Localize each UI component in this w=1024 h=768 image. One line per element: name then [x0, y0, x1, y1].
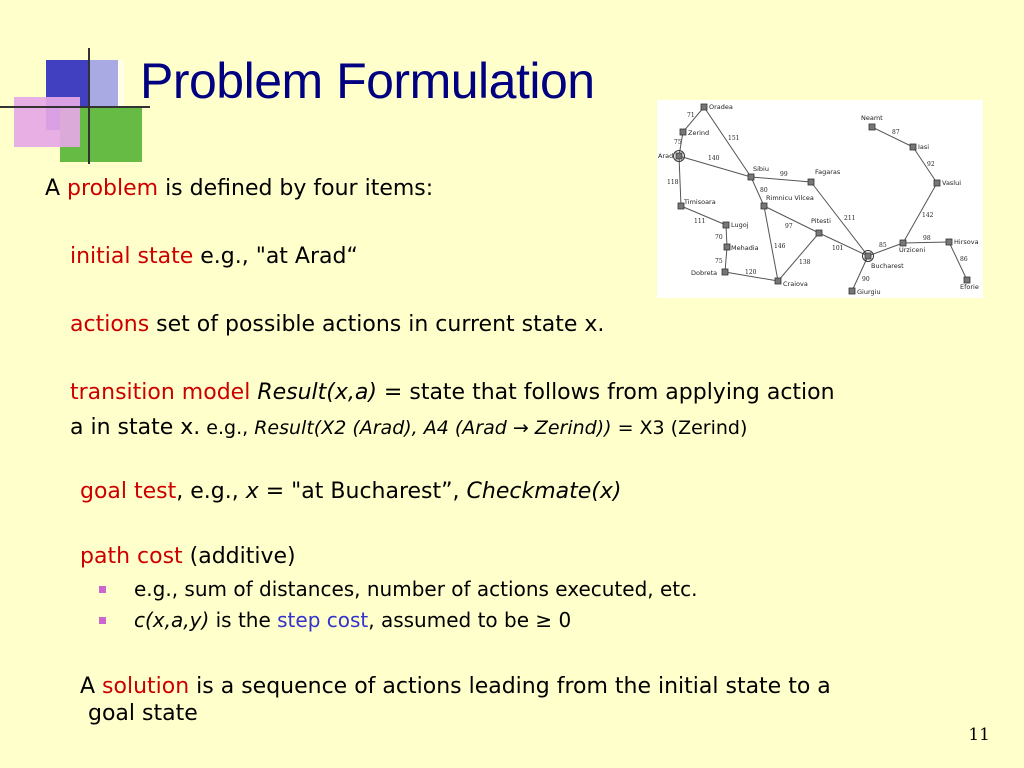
city-label: Dobreta — [691, 269, 718, 277]
distance-label: 140 — [708, 155, 720, 162]
city-label: Oradea — [709, 103, 733, 111]
city-label: Fagaras — [815, 168, 841, 176]
distance-label: 97 — [785, 223, 793, 230]
solution-prefix: A — [80, 674, 103, 699]
distance-label: 75 — [674, 139, 682, 146]
goal-test-text2: = "at Bucharest”, — [258, 479, 467, 504]
logo-pink-square — [14, 97, 80, 147]
goal-test-formula: Checkmate(x) — [466, 479, 622, 504]
city-label: Rimnicu Vilcea — [766, 194, 814, 202]
path-cost-line — [80, 543, 296, 571]
actions-line — [70, 311, 604, 339]
transition-result: X3 (Zerind) — [633, 417, 748, 439]
transition-line2-prefix: a in state x. — [70, 415, 201, 440]
city-label: Craiova — [783, 280, 808, 288]
path-cost-bullet-1 — [134, 576, 697, 602]
actions-text: set of possible actions in current state x. — [149, 312, 605, 337]
page-number: 11 — [968, 725, 990, 745]
solution-text-line2: goal state — [88, 701, 198, 726]
actions-keyword: actions — [70, 312, 150, 337]
city-label: Lugoj — [731, 221, 749, 229]
transition-model-keyword: transition model — [70, 380, 251, 405]
city-label: Neamt — [861, 114, 883, 122]
distance-label: 120 — [745, 269, 757, 276]
intro-prefix: A — [45, 176, 68, 201]
distance-label: 211 — [844, 215, 856, 222]
distance-label: 99 — [780, 171, 788, 178]
distance-label: 71 — [687, 112, 695, 119]
logo-white-square — [88, 60, 124, 106]
goal-test-keyword: goal test — [80, 479, 177, 504]
step-cost-keyword: step cost — [277, 608, 369, 632]
intro-line — [45, 175, 433, 203]
distance-label: 85 — [879, 242, 887, 249]
path-cost-text: (additive) — [182, 544, 296, 569]
city-label: Giurgiu — [857, 288, 881, 296]
distance-label: 138 — [799, 259, 811, 266]
page-title: Problem Formulation — [140, 53, 595, 109]
transition-text: = state that follows from applying action — [376, 380, 835, 405]
distance-label: 70 — [715, 234, 723, 241]
transition-formula: Result(x,a) — [257, 380, 377, 405]
logo-horizontal-line — [0, 106, 150, 108]
city-label: Bucharest — [871, 262, 904, 270]
distance-label: 111 — [694, 218, 706, 225]
initial-state-line — [70, 243, 358, 271]
city-label: Eforie — [960, 283, 979, 291]
goal-test-line — [80, 478, 621, 506]
city-label: Timisoara — [684, 198, 716, 206]
transition-model-line1 — [70, 379, 835, 407]
transition-example: Result(X2 (Arad), A4 (Arad → Zerind)) = — [254, 417, 634, 439]
solution-keyword: solution — [102, 674, 190, 699]
distance-label: 92 — [927, 161, 935, 168]
distance-label: 86 — [960, 256, 968, 263]
bullet-2-rest: , assumed to be ≥ 0 — [368, 608, 572, 632]
transition-model-line2 — [70, 414, 747, 442]
city-label: Vaslui — [942, 179, 962, 187]
path-cost-bullet-2 — [134, 607, 571, 633]
city-label: Iasi — [918, 143, 930, 151]
problem-keyword: problem — [67, 176, 159, 201]
city-label: Sibiu — [753, 165, 769, 173]
bullet-2-formula: c(x,a,y) — [134, 608, 210, 632]
distance-label: 142 — [922, 212, 934, 219]
bullet-2-mid: is the — [209, 608, 278, 632]
city-label: Mehadia — [731, 244, 759, 252]
city-label: Urziceni — [899, 246, 926, 254]
solution-line2 — [88, 700, 198, 728]
slide-logo — [0, 0, 150, 170]
distance-label: 98 — [923, 235, 931, 242]
distance-label: 90 — [862, 276, 870, 283]
path-cost-keyword: path cost — [80, 544, 183, 569]
distance-label: 75 — [715, 258, 723, 265]
distance-label: 87 — [892, 129, 900, 136]
distance-label: 118 — [667, 179, 679, 186]
distance-label: 80 — [760, 187, 768, 194]
city-label: Arad — [658, 152, 674, 160]
initial-state-text: e.g., "at Arad“ — [193, 244, 358, 269]
bullet-1-text: e.g., sum of distances, number of actions executed, etc. — [134, 577, 698, 601]
goal-test-text1: , e.g., — [176, 479, 246, 504]
solution-text: is a sequence of actions leading from the initial state to a — [189, 674, 831, 699]
distance-label: 146 — [774, 243, 786, 250]
bullet-marker — [99, 586, 106, 593]
distance-label: 101 — [832, 245, 844, 252]
distance-label: 151 — [728, 135, 740, 142]
city-label: Hirsova — [954, 238, 979, 246]
bullet-marker — [99, 617, 106, 624]
city-label: Pitesti — [811, 217, 831, 225]
romania-map — [657, 100, 983, 298]
intro-suffix: is defined by four items: — [158, 176, 434, 201]
solution-line1 — [80, 673, 831, 701]
transition-eg: e.g., — [200, 417, 255, 439]
initial-state-keyword: initial state — [70, 244, 194, 269]
city-label: Zerind — [688, 129, 710, 137]
goal-test-var: x — [245, 479, 259, 504]
